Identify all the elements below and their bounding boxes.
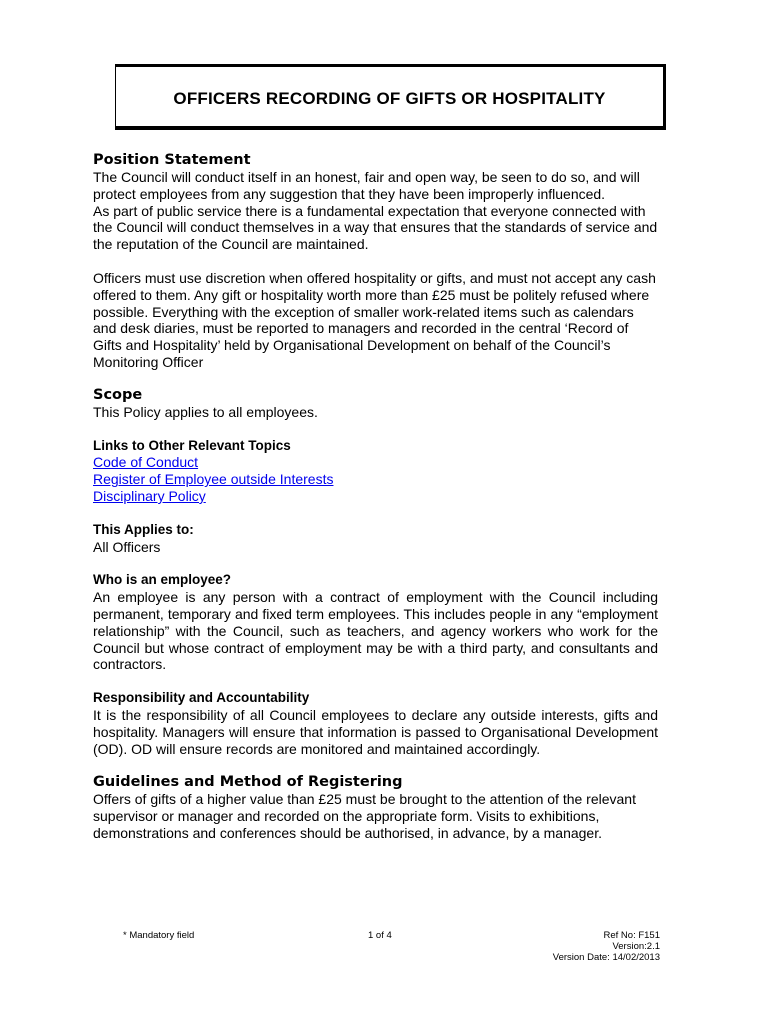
document-title: OFFICERS RECORDING OF GIFTS OR HOSPITALITY: [173, 89, 606, 108]
guidelines-text: Offers of gifts of a higher value than £25 must be brought to the attention of the relevant supervisor or manager and recorded on the appropriate form. Visits to exhibitions, demonstrations and conferences should be authorised, in advance, by a manager.: [93, 791, 636, 841]
title-box: [115, 64, 666, 130]
employee-heading: Who is an employee?: [93, 572, 232, 588]
link-register-outside-interests[interactable]: Register of Employee outside Interests: [93, 471, 334, 488]
footer-ref-no: Ref No: F151: [603, 930, 660, 941]
link-disciplinary-policy[interactable]: Disciplinary Policy: [93, 487, 206, 504]
position-statement-heading: Position Statement: [93, 152, 251, 168]
applies-heading: This Applies to:: [93, 521, 194, 537]
footer-version-date: Version Date: 14/02/2013: [552, 952, 660, 963]
responsibility-text: It is the responsibility of all Council employees to declare any outside interests, gifts and hospitality. Managers will ensure that information is passed to Organisational Development (OD). OD will ensure records are monitored and maintained accordingly.: [93, 706, 658, 757]
link-code-of-conduct[interactable]: Code of Conduct: [93, 454, 199, 471]
responsibility-heading: Responsibility and Accountability: [93, 690, 310, 706]
document-body: [93, 151, 658, 842]
position-statement-p3: Officers must use discretion when offered hospitality or gifts, and must not accept any cash offered to them. Any gift or hospitality worth more than £25 must be politely refused where possible. Everything with the exception of smaller work-related items such as calendars and desk diaries, must be reported to managers and recorded in the central ‘Record of Gifts and Hospitality’ held by Organisational Development on behalf of the Council’s Monitoring Officer: [93, 269, 656, 370]
links-heading: Links to Other Relevant Topics: [93, 437, 291, 453]
position-statement-p1: The Council will conduct itself in an honest, fair and open way, be seen to do so, and will protect employees from any suggestion that they have been improperly influenced.: [93, 169, 640, 202]
applies-text: All Officers: [93, 538, 161, 555]
footer-reference: [553, 930, 660, 963]
scope-text: This Policy applies to all employees.: [93, 403, 318, 420]
footer-page-number: 1 of 4: [368, 930, 392, 941]
guidelines-heading: Guidelines and Method of Registering: [93, 774, 403, 791]
position-statement-p2: As part of public service there is a fundamental expectation that everyone connected with the Council will conduct themselves in a way that ensures that the standards of service and the reputation of the Council are maintained.: [93, 202, 658, 253]
scope-heading: Scope: [93, 386, 143, 403]
footer-mandatory-note: * Mandatory field: [123, 930, 195, 941]
footer-version: Version:2.1: [612, 941, 660, 952]
employee-text: An employee is any person with a contract of employment with the Council including permanent, temporary and fixed term employees. This includes people in any “employment relationship” with the Council, such as teachers, and agency workers who work for the Council but whose contract of employment may be with a third party, and consultants and contractors.: [93, 589, 658, 673]
